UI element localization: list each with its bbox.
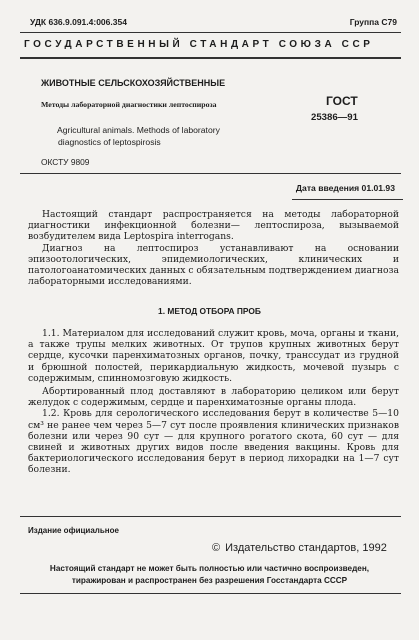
banner-divider (20, 57, 401, 59)
english-title-line-1: Agricultural animals. Methods of laboratory (57, 125, 220, 135)
okstu-code: ОКСТУ 9809 (41, 157, 90, 167)
notice-line: Настоящий стандарт не может быть полностью или частично воспроизведен, (49, 564, 370, 573)
section-paragraph: Абортированный плод доставляют в лабораторию целиком или берут желудок с содержимым, сердце и паренхиматозные органы плода. (28, 386, 399, 409)
standard-banner: ГОСУДАРСТВЕННЫЙ СТАНДАРТ СОЮЗА ССР (24, 39, 374, 50)
title-divider (20, 173, 401, 174)
english-title (57, 125, 267, 148)
section-heading: 1. МЕТОД ОТБОРА ПРОБ (158, 306, 261, 316)
notice-line: тиражирован и распространен без разрешения Госстандарта СССР (71, 576, 348, 585)
effective-date: Дата введения 01.01.93 (295, 183, 395, 193)
date-underline (292, 199, 403, 200)
copyright-line (212, 542, 387, 554)
gost-label: ГОСТ (326, 94, 358, 108)
intro-paragraph: Настоящий стандарт распространяется на методы лабораторной диагностики инфекционной болезни— лептоспироза, вызываемой возбудителем вида Leptospira interrogans. (28, 209, 399, 243)
bottom-divider (20, 593, 401, 594)
intro-paragraph: Диагноз на лептоспироз устанавливают на основании эпизоотологических, эпидемиологических, клинических и патологоанатомических данных с обязательным подтверждением диагноза лабораторными исследованиями. (28, 242, 399, 288)
gost-number: 25386—91 (311, 112, 358, 123)
group-code: Группа С79 (349, 17, 397, 27)
section-text (28, 328, 399, 476)
document-title: ЖИВОТНЫЕ СЕЛЬСКОХОЗЯЙСТВЕННЫЕ (41, 78, 226, 88)
document-subtitle: Методы лабораторной диагностики лептоспироза (41, 100, 217, 109)
copyright-text: Издательство стандартов, 1992 (225, 542, 387, 554)
top-divider (20, 32, 401, 33)
section-paragraph: 1.1. Материалом для исследований служит кровь, моча, органы и ткани, а также трупы мелких животных. От трупов крупных животных берут сердце, кусочки паренхиматозных органов, почку, транссудат из грудной и брюшной полостей, перикардиальную жидкость, мочевой пузырь с содержимым, спинномозговую жидкость. (28, 328, 399, 384)
edition-label: Издание официальное (28, 526, 119, 535)
section-paragraph: 1.2. Кровь для серологического исследования берут в количестве 5—10 см³ не ранее чем через 5—7 сут после проявления клинических признаков болезни или через 90 сут — для крупного рогатого скота, 60 сут — для свиней и животных других видов после введения вакцины. Кровь для бактериологического исследования берут в период лихорадки на 1—7 сут болезни. (28, 408, 399, 476)
english-title-line-2: diagnostics of leptospirosis (58, 136, 161, 147)
udk-code: УДК 636.9.091.4:006.354 (30, 17, 127, 27)
footer-divider (20, 516, 401, 517)
reproduction-notice (20, 563, 399, 587)
intro-text (28, 209, 399, 287)
copyright-icon: © (212, 542, 221, 554)
